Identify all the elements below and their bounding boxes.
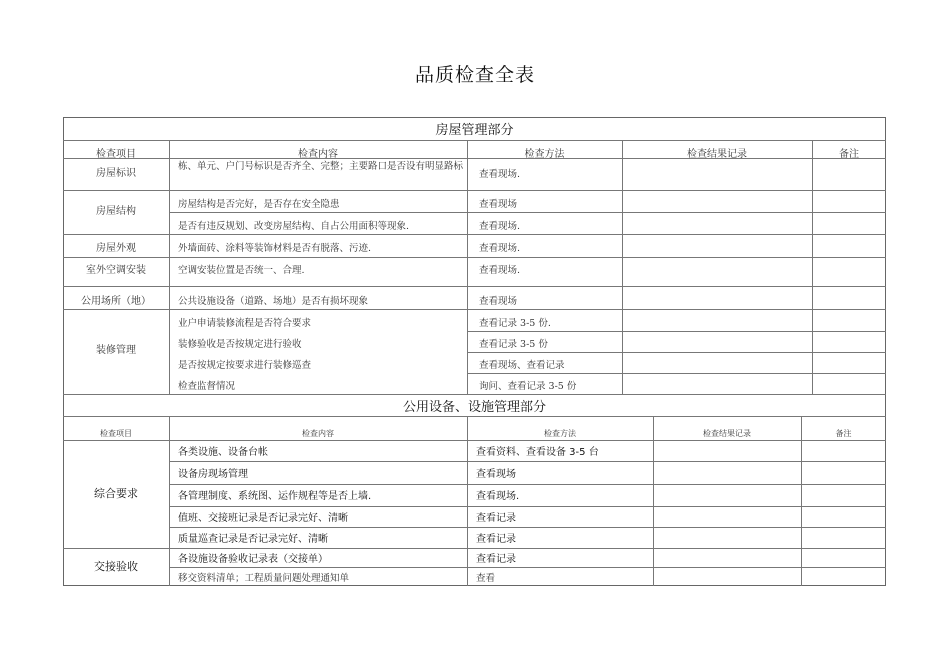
category-label: 装修管理 (96, 345, 136, 356)
check-method: 查看现场. (476, 491, 520, 502)
column-header: 检查项目 (96, 149, 136, 160)
check-content: 业户申请装修流程是否符合要求 (178, 318, 312, 329)
check-content: 空调安装位置是否统一、合理. (178, 265, 305, 276)
check-method: 查看现场 (479, 296, 518, 307)
check-content: 公共设施设备（道路、场地）是否有损坏现象 (178, 296, 369, 307)
check-content: 检查监督情况 (178, 381, 236, 392)
category-label: 房屋结构 (96, 206, 136, 217)
page-title: 品质检查全表 (414, 64, 535, 86)
check-content: 各管理制度、系统图、运作规程等是否上墙. (178, 491, 372, 502)
check-method: 查看现场 (476, 469, 516, 480)
category-label: 综合要求 (94, 487, 138, 500)
check-method: 查看记录 3-5 份. (479, 318, 551, 329)
check-method: 查看资料、查看设备 3-5 台 (476, 447, 599, 458)
column-header: 检查内容 (302, 429, 334, 438)
check-method: 查看记录 (476, 513, 516, 524)
check-method: 查看记录 (476, 554, 516, 565)
column-header: 检查方法 (524, 149, 565, 160)
check-method: 查看现场. (479, 169, 521, 180)
check-method: 查看现场. (479, 221, 521, 232)
check-method: 查看记录 (476, 534, 516, 545)
check-method: 查看记录 3-5 份 (479, 339, 548, 350)
check-method: 查看 (476, 573, 496, 584)
column-header: 备注 (835, 429, 852, 438)
column-header: 检查方法 (544, 429, 576, 438)
check-content: 质量巡查记录是否记录完好、清晰 (178, 534, 328, 545)
check-method: 查看现场 (479, 199, 518, 210)
check-method: 查看现场. (479, 243, 521, 254)
check-content: 设备房现场管理 (178, 469, 248, 480)
column-header: 检查结果记录 (687, 149, 747, 160)
category-label: 房屋标识 (96, 168, 136, 179)
check-content: 各设施设备验收记录表（交接单） (178, 554, 328, 565)
check-content: 装修验收是否按规定进行验收 (178, 339, 302, 350)
check-content: 栋、单元、户门号标识是否齐全、完整；主要路口是否设有明显路标 (178, 161, 464, 172)
check-content: 是否按规定按要求进行装修巡查 (178, 360, 312, 371)
column-header: 检查项目 (100, 429, 132, 438)
column-header: 检查内容 (298, 149, 338, 160)
check-content: 各类设施、设备台帐 (178, 447, 268, 458)
check-content: 外墙面砖、涂料等装饰材料是否有脱落、污迹. (178, 243, 372, 254)
category-label: 室外空调安装 (86, 265, 146, 276)
section-heading: 房屋管理部分 (435, 123, 514, 138)
section-heading: 公用设备、设施管理部分 (402, 400, 546, 415)
check-method: 查看现场. (479, 265, 521, 276)
check-content: 移交资料清单；工程质量问题处理通知单 (178, 573, 350, 584)
check-method: 询问、查看记录 3-5 份 (479, 381, 577, 392)
check-content: 是否有违反规划、改变房屋结构、自占公用面积等现象. (178, 221, 410, 232)
category-label: 公用场所（地） (81, 296, 151, 307)
category-label: 交接验收 (94, 560, 138, 573)
column-header: 备注 (839, 149, 859, 160)
check-content: 值班、交接班记录是否记录完好、清晰 (178, 513, 348, 524)
check-content: 房屋结构是否完好，是否存在安全隐患 (178, 199, 340, 210)
category-label: 房屋外观 (96, 243, 136, 254)
column-header: 检查结果记录 (703, 429, 751, 438)
check-method: 查看现场、查看记录 (479, 360, 565, 371)
